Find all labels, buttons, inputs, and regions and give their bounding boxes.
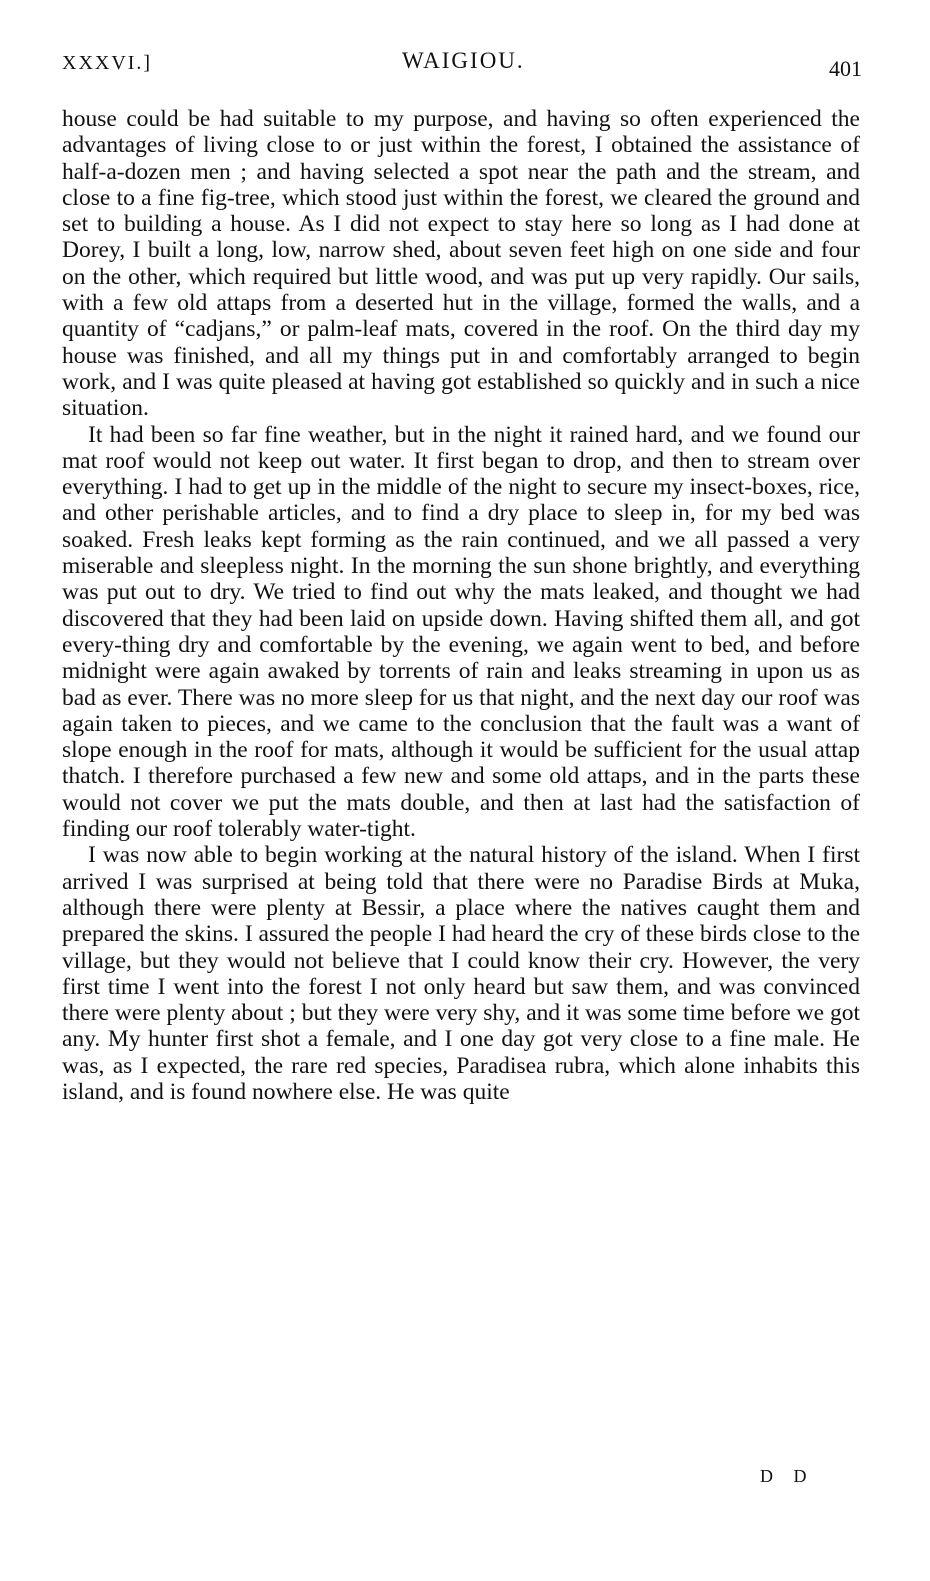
signature-mark: D D (760, 1466, 815, 1486)
body-text (62, 106, 860, 1105)
paragraph-2: It had been so far fine weather, but in the night it rained hard, and we found our mat roof would not keep out water. It first began to drop, and then to stream over everything. I had to get up in the middle of the night to secure my insect-boxes, rice, and other perishable articles, and to find a dry place to sleep in, for my bed was soaked. Fresh leaks kept forming as the rain continued, and we all passed a very miserable and sleepless night. In the morning the sun shone brightly, and everything was put out to dry. We tried to find out why the mats leaked, and thought we had discovered that they had been laid on upside down. Having shifted them all, and got every-thing dry and comfortable by the evening, we again went to bed, and before midnight were again awaked by torrents of rain and leaks streaming in upon us as bad as ever. There was no more sleep for us that night, and the next day our roof was again taken to pieces, and we came to the conclusion that the fault was a want of slope enough in the roof for mats, although it would be sufficient for the usual attap thatch. I therefore purchased a few new and some old attaps, and in the parts these would not cover we put the mats double, and then at last had the satisfaction of finding our roof tolerably water-tight. (62, 421, 860, 843)
running-title: WAIGIOU. (402, 48, 525, 73)
paragraph-1: house could be had suitable to my purpose, and having so often experienced the advantages of living close to or just within the forest, I obtained the assistance of half-a-dozen men ; and having selected a spot near the path and the stream, and close to a fine fig-tree, which stood just within the forest, we cleared the ground and set to building a house. As I did not expect to stay here so long as I had done at Dorey, I built a long, low, narrow shed, about seven feet high on one side and four on the other, which required but little wood, and was put up very rapidly. Our sails, with a few old attaps from a deserted hut in the village, formed the walls, and a quantity of “cadjans,” or palm-leaf mats, covered in the roof. On the third day my house was finished, and all my things put in and comfortably arranged to begin work, and I was quite pleased at having got established so quickly and in such a nice situation. (62, 106, 860, 422)
paragraph-3: I was now able to begin working at the natural history of the island. When I first arrived I was surprised at being told that there were no Paradise Birds at Muka, although there were plenty at Bessir, a place where the natives caught them and prepared the skins. I assured the people I had heard the cry of these birds close to the village, but they would not believe that I could know their cry. However, the very first time I went into the forest I not only heard but saw them, and was convinced there were plenty about ; but they were very shy, and it was some time before we got any. My hunter first shot a female, and I one day got very close to a fine male. He was, as I expected, the rare red species, Paradisea rubra, which alone inhabits this island, and is found nowhere else. He was quite (62, 842, 860, 1105)
running-header (62, 48, 862, 80)
chapter-number: XXXVI.] (62, 52, 153, 74)
page-number: 401 (829, 56, 862, 81)
